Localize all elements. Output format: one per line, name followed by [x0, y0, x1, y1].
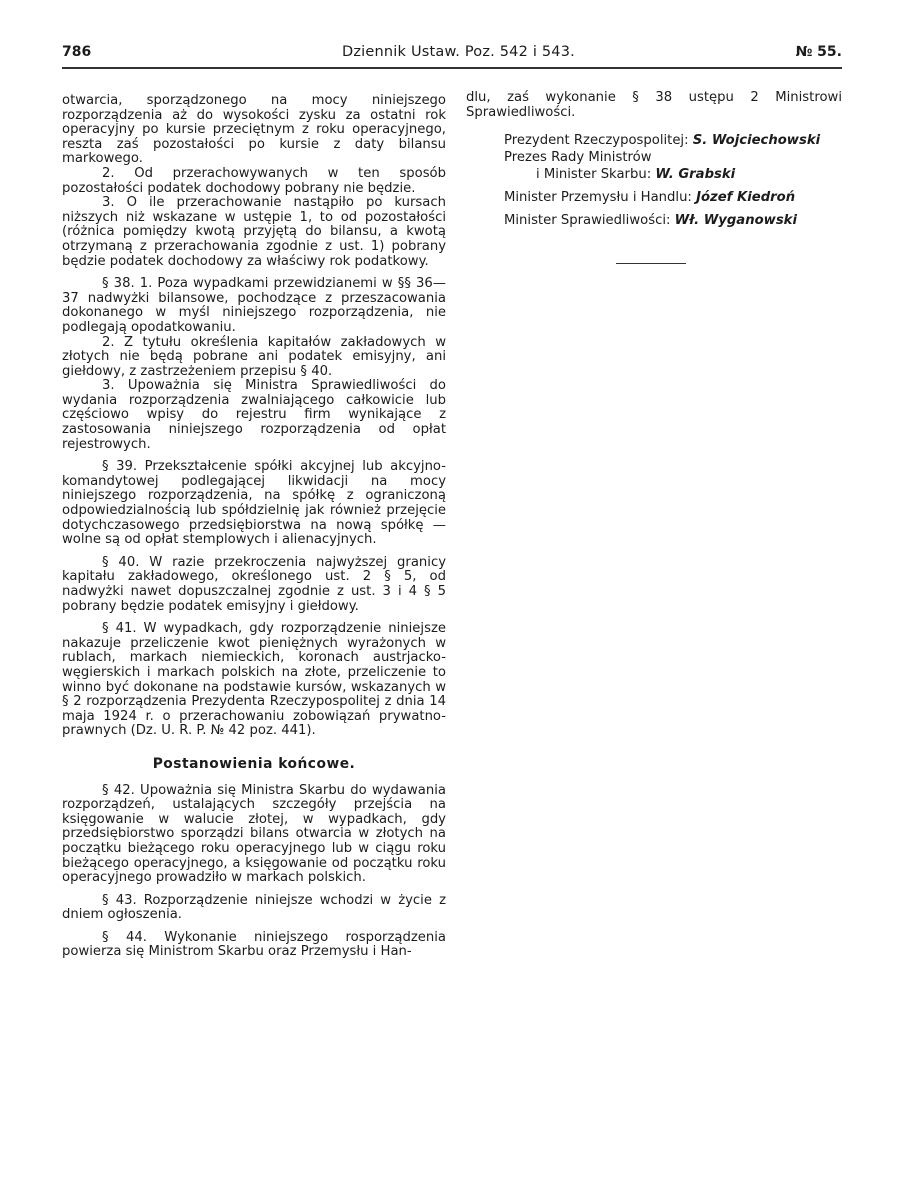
signatory-title: Minister Przemysłu i Handlu:	[504, 190, 692, 206]
header-rule	[62, 67, 842, 69]
section-39: § 39. Przekształcenie spółki akcyjnej lub akcyjno-komandytowej podlegającej likwidacji na mocy niniejszego rozporządzenia, na spółkę z ograniczoną odpowiedzialnością lub spółdzielnię jak również przejęcie dotychczasowego przedsiębiorstwa na nową spółkę — wolne są od opłat stemplowych i alienacyjnych.	[62, 459, 446, 548]
signatory-title: Prezydent Rzeczypospolitej:	[504, 133, 689, 149]
paragraph-continuation: otwarcia, sporządzonego na mocy niniejszego rozporządzenia aż do wysokości zysku za ostatni rok operacyjny po kursie przeciętnym z roku operacyjnego, reszta zaś pozostałości po kursie z daty bilansu markowego.	[62, 93, 446, 167]
paragraph-2: 2. Od przerachowywanych w ten sposób pozostałości podatek dochodowy pobrany nie będzie.	[62, 165, 446, 196]
section-44: § 44. Wykonanie niniejszego rosporządzenia powierza się Ministrom Skarbu oraz Przemysłu i Han-	[62, 929, 446, 960]
paragraph-3: 3. O ile przerachowanie nastąpiło po kursach niższych niż wskazane w ustępie 1, to od pozostałości (różnica pomiędzy kwotą przyjętą do bilansu, a kwotą otrzymaną z przerachowania zgodnie z ust. 1) pobrany będzie podatek dochodowy za właściwy rok podatkowy.	[62, 195, 446, 269]
paragraph-continuation-right: dlu, zaś wykonanie § 38 ustępu 2 Ministrowi Sprawiedliwości.	[466, 90, 842, 120]
left-column	[62, 94, 446, 960]
section-38-3: 3. Upoważnia się Ministra Sprawiedliwości do wydania rozporządzenia zwalniającego całkowicie lub częściowo wpisy do rejestru firm wynikające z zastosowania niniejszego rozporządzenia od opłat rejestrowych.	[62, 378, 446, 452]
section-heading: Postanowienia końcowe.	[152, 755, 356, 772]
signatory-title: Prezes Rady Ministrów	[504, 150, 652, 166]
signature-row	[504, 149, 842, 166]
end-separator	[616, 263, 686, 264]
signature-row	[504, 212, 842, 229]
signature-row	[504, 189, 842, 206]
signatures-block	[466, 132, 842, 229]
section-38-2: 2. Z tytułu określenia kapitałów zakładowych w złotych nie będą pobrane ani podatek emisyjny, ani giełdowy, z zastrzeżeniem przepisu § 40.	[62, 334, 446, 379]
page-header	[62, 44, 842, 66]
page-number: 786	[62, 44, 92, 60]
signatory-name: Józef Kiedroń	[696, 190, 796, 206]
journal-title: Dziennik Ustaw. Poz. 542 i 543.	[342, 44, 575, 60]
section-38-1: § 38. 1. Poza wypadkami przewidzianemi w §§ 36—37 nadwyżki bilansowe, pochodzące z przeszacowania dokonanego w myśl niniejszego rozporządzenia, nie podlegają opodatkowaniu.	[62, 276, 446, 335]
signatory-title: Minister Sprawiedliwości:	[504, 213, 671, 229]
signatory-name: S. Wojciechowski	[692, 133, 821, 149]
signature-row	[536, 166, 842, 183]
section-41: § 41. W wypadkach, gdy rozporządzenie niniejsze nakazuje przeliczenie kwot pieniężnych wyrażonych w rublach, markach niemieckich, koronach austrjacko-węgierskich i markach polskich na złote, przeliczenie to winno być dokonane na podstawie kursów, wskazanych w § 2 rozporządzenia Prezydenta Rzeczypospolitej z dnia 14 maja 1924 r. o przerachowaniu zobowiązań prywatno-prawnych (Dz. U. R. P. № 42 poz. 441).	[62, 621, 446, 739]
signature-row	[504, 132, 842, 149]
signatory-name: W. Grabski	[655, 167, 736, 183]
signatory-name: Wł. Wyganowski	[674, 213, 797, 229]
section-42: § 42. Upoważnia się Ministra Skarbu do wydawania rozporządzeń, ustalających szczegóły przejścia na księgowanie w walucie złotej, w wypadkach, gdy przedsiębiorstwo sporządzi bilans otwarcia w złotych na początku bieżącego roku operacyjnego lub w ciągu roku bieżącego operacyjnego, a księgowanie od początku roku operacyjnego prowadziło w markach polskich.	[62, 782, 446, 886]
section-40: § 40. W razie przekroczenia najwyższej granicy kapitału zakładowego, określonego ust. 2 § 5, od nadwyżki nawet dopuszczalnej zgodnie z ust. 3 i 4 § 5 pobrany będzie podatek emisyjny i giełdowy.	[62, 554, 446, 614]
section-43: § 43. Rozporządzenie niniejsze wchodzi w życie z dniem ogłoszenia.	[62, 892, 446, 923]
right-column	[466, 91, 842, 264]
issue-number: № 55.	[795, 44, 842, 60]
signatory-title: i Minister Skarbu:	[536, 167, 652, 183]
